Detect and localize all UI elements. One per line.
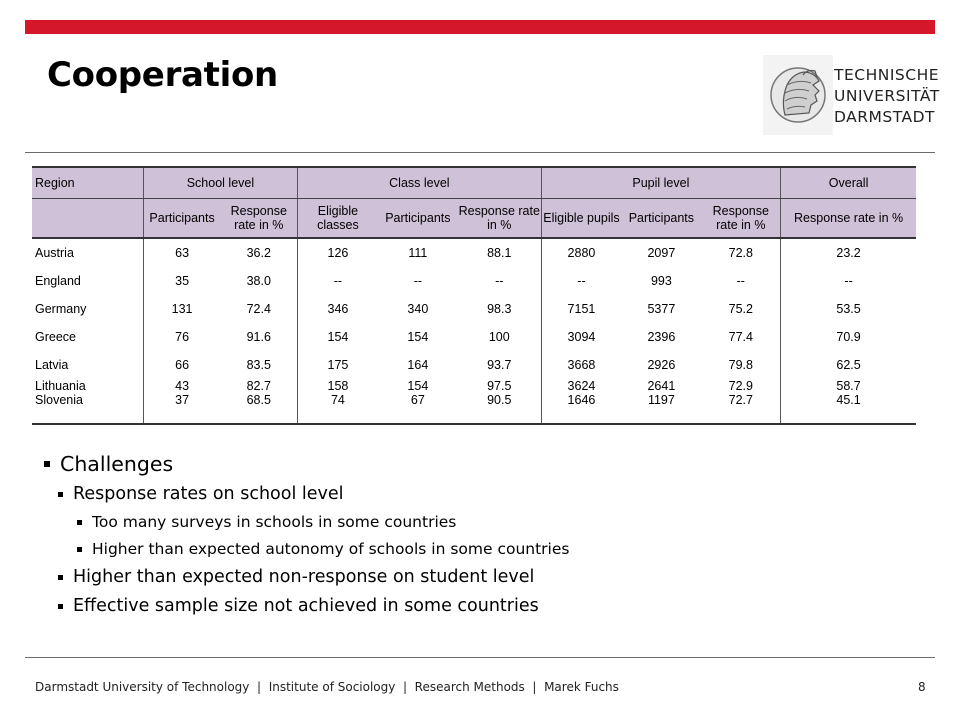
bullet-school-response [44, 480, 569, 509]
table-cell: 67 [378, 393, 458, 424]
slide-title: Cooperation [47, 55, 278, 95]
header-overall: Overall [781, 167, 916, 199]
table-cell: 1646 [541, 393, 621, 424]
subheader-pupil-response: Response rate in % [701, 199, 780, 239]
table-cell: 37 [143, 393, 220, 424]
table-cell: 2926 [647, 358, 676, 372]
table-cell: 70.9 [836, 330, 861, 344]
table-cell: 2396 [647, 330, 676, 344]
header-region: Region [32, 167, 143, 199]
square-bullet-icon [44, 461, 50, 467]
table-sub-header-row [32, 199, 916, 239]
table-cell: 2641 [647, 379, 676, 393]
bullet-text: Higher than expected autonomy of schools in some countries [92, 540, 570, 558]
table-row [32, 379, 916, 393]
page-number: 8 [918, 680, 926, 694]
table-cell: 154 [327, 330, 349, 344]
table-cell-region: Slovenia [32, 393, 143, 424]
table-cell: 79.8 [701, 351, 780, 379]
table-cell: 75.2 [701, 295, 780, 323]
table-cell: 58.7 [836, 379, 861, 393]
table-cell: 131 [171, 302, 193, 316]
table-cell: 3094 [567, 330, 596, 344]
table-cell: 72.9 [701, 379, 780, 393]
table-cell: 154 [407, 330, 429, 344]
table-cell: 63 [175, 246, 190, 260]
table-cell: 88.1 [458, 238, 541, 267]
square-bullet-icon [77, 547, 82, 552]
table-cell: 164 [407, 358, 429, 372]
bullet-too-many-surveys [44, 509, 569, 536]
subheader-school-response: Response rate in % [220, 199, 297, 239]
footer-divider [25, 657, 935, 658]
bullet-challenges [44, 448, 569, 480]
logo-wordmark [834, 65, 940, 128]
header-divider [25, 152, 935, 153]
table-cell: 175 [327, 358, 349, 372]
square-bullet-icon [58, 575, 63, 580]
table-cell-region: Greece [32, 323, 143, 351]
table-cell-region: Austria [32, 238, 143, 267]
subheader-empty [32, 199, 143, 239]
table-cell: 126 [327, 246, 349, 260]
table-cell: 36.2 [220, 238, 297, 267]
header-school-level: School level [143, 167, 297, 199]
subheader-overall-response: Response rate in % [781, 199, 916, 239]
table-cell: 346 [327, 302, 349, 316]
table-cell: 97.5 [458, 379, 541, 393]
table-cell: 62.5 [836, 358, 861, 372]
table-cell: -- [413, 274, 423, 288]
table-cell: 7151 [567, 302, 596, 316]
table-cell: 38.0 [220, 267, 297, 295]
table-cell-region: Germany [32, 295, 143, 323]
bullet-text: Challenges [60, 452, 174, 476]
bullet-text: Higher than expected non-response on student level [73, 567, 535, 587]
table-body [32, 238, 916, 424]
table-row [32, 393, 916, 424]
table-cell: 72.7 [701, 393, 780, 424]
table-cell: 3624 [567, 379, 596, 393]
table-cell: 5377 [647, 302, 676, 316]
bullet-non-response [44, 563, 569, 592]
table-cell: 77.4 [701, 323, 780, 351]
table-cell: 74 [298, 393, 378, 424]
table-row [32, 351, 916, 379]
table-cell: -- [458, 267, 541, 295]
header-class-level: Class level [298, 167, 542, 199]
footer-text: Darmstadt University of Technology | Institute of Sociology | Research Methods | Marek Fuchs [35, 680, 619, 694]
table-cell: 3668 [567, 358, 596, 372]
table-cell: 993 [650, 274, 672, 288]
athena-head-icon [763, 55, 833, 135]
table-cell: 72.8 [701, 238, 780, 267]
subheader-pupil-participants: Participants [621, 199, 701, 239]
table-cell: -- [577, 274, 586, 288]
table-cell: 23.2 [836, 246, 861, 260]
square-bullet-icon [58, 492, 63, 497]
table-group-header-row [32, 167, 916, 199]
table-cell: 2880 [567, 246, 596, 260]
top-accent-bar [25, 20, 935, 34]
table-cell: 72.4 [220, 295, 297, 323]
logo-line-2: UNIVERSITÄT [834, 87, 940, 105]
subheader-eligible-classes: Eligible classes [298, 199, 378, 239]
subheader-class-participants: Participants [378, 199, 458, 239]
table-cell: 43 [175, 379, 190, 393]
logo-line-1: TECHNISCHE [834, 66, 940, 84]
response-rate-table [32, 166, 916, 425]
table-cell: 91.6 [220, 323, 297, 351]
header-pupil-level: Pupil level [541, 167, 781, 199]
table-row [32, 295, 916, 323]
square-bullet-icon [77, 520, 82, 525]
subheader-eligible-pupils: Eligible pupils [541, 199, 621, 239]
subheader-school-participants: Participants [143, 199, 220, 239]
table-cell: 82.7 [220, 379, 297, 393]
university-logo [755, 55, 940, 135]
square-bullet-icon [58, 604, 63, 609]
bullet-text: Effective sample size not achieved in some countries [73, 596, 539, 616]
table-cell: 83.5 [220, 351, 297, 379]
table-cell: 340 [407, 302, 429, 316]
subheader-class-response: Response rate in % [458, 199, 541, 239]
table-cell: 98.3 [458, 295, 541, 323]
logo-line-3: DARMSTADT [834, 108, 936, 126]
table-cell: 2097 [647, 246, 676, 260]
table-cell: 68.5 [220, 393, 297, 424]
table-row [32, 323, 916, 351]
table-cell: 53.5 [836, 302, 861, 316]
table-cell: 90.5 [458, 393, 541, 424]
table-cell-region: England [32, 267, 143, 295]
table-cell: 35 [175, 274, 190, 288]
table-row [32, 238, 916, 267]
table-cell: 100 [458, 323, 541, 351]
bullet-text: Response rates on school level [73, 484, 344, 504]
table-row [32, 267, 916, 295]
table-cell: -- [701, 267, 780, 295]
table-cell: 45.1 [781, 393, 916, 424]
table-cell: 1197 [621, 393, 701, 424]
bullet-text: Too many surveys in schools in some countries [92, 513, 457, 531]
table-cell: -- [844, 274, 853, 288]
table-cell: 66 [175, 358, 190, 372]
table-cell: 158 [327, 379, 349, 393]
challenges-list [44, 448, 569, 621]
table-cell-region: Latvia [32, 351, 143, 379]
table-cell: -- [333, 274, 343, 288]
bullet-autonomy [44, 536, 569, 563]
bullet-sample-size [44, 592, 569, 621]
table-cell: 93.7 [458, 351, 541, 379]
table-cell-region: Lithuania [32, 379, 143, 393]
table-cell: 154 [407, 379, 429, 393]
table-cell: 76 [175, 330, 190, 344]
table-cell: 111 [408, 246, 428, 260]
